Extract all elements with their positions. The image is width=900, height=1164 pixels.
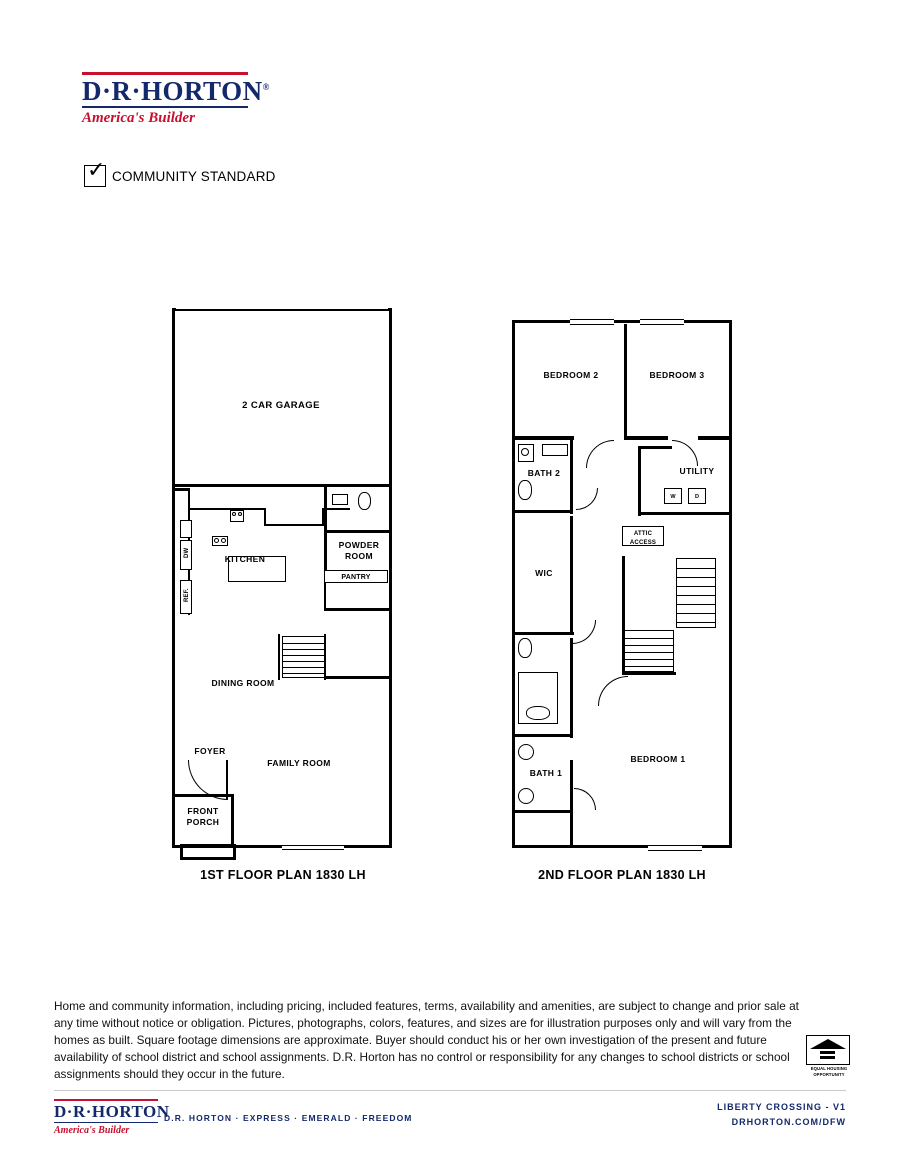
bath1-wall-top [512,632,574,635]
check-icon: ✓ [87,158,106,183]
equal-housing-opportunity-logo [806,1035,852,1078]
logo-top-rule [82,72,248,75]
first-floor-staircase [282,636,326,678]
bedroom2-south-wall [512,436,574,440]
room-label-garage: 2 CAR GARAGE [242,400,320,411]
pantry-wall [324,583,326,611]
refrigerator: REF. [180,580,192,614]
utility-wall-top [638,446,672,449]
footer-website[interactable]: DRHORTON.COM/DFW [731,1117,846,1128]
footer-logo-bottom-rule [54,1122,158,1124]
bath1-sink-2 [518,788,534,804]
second-floor-caption: 2ND FLOOR PLAN 1830 LH [538,868,706,882]
bath1-tub-drain [526,706,550,720]
stairwell-wall-bottom [622,672,676,675]
drhorton-logo [82,72,270,127]
logo-wordmark-text: D·R·HORTON [82,76,263,106]
first-floor-plan [172,308,392,882]
wic-wall-right [570,516,573,634]
room-label-porch: FRONT [187,806,219,816]
hall-wall [324,608,392,611]
room-label-powder: POWDER [338,540,380,550]
logo-trademark: ® [262,82,270,92]
footer-drhorton-logo [54,1099,170,1137]
sink-bowl-icon [214,538,219,543]
footer-logo-tagline: America's Builder [54,1125,130,1137]
kitchen-counter-right [264,524,324,526]
community-standard-label: COMMUNITY STANDARD [112,168,276,184]
room-label-bedroom-3: BEDROOM 3 [649,370,705,380]
eho-roof-shape [810,1039,846,1049]
dryer: D [688,488,706,504]
garage-door-opening [176,307,388,309]
bedroom3-south-wall-a [624,436,668,440]
family-room-divider [324,676,392,679]
room-label-kitchen: KITCHEN [224,554,266,564]
eho-equal-sign [820,1051,835,1054]
second-floor-plan [512,320,732,882]
sink-bowl-icon-2 [221,538,226,543]
cabinet-fixture [180,520,192,538]
bedroom3-window [640,319,684,325]
attic-access-line1: ATTIC [633,531,653,537]
room-label-foyer: FOYER [194,746,226,756]
eho-line-1: EQUAL HOUSING [810,1066,848,1071]
footer-community-info [717,1100,846,1131]
logo-bottom-rule [82,106,248,108]
bath1-wall-bottom [512,734,570,737]
burner-icon [232,512,236,516]
bath1-toilet-a [518,638,532,658]
wic-wall-left [512,516,515,636]
bath2-vanity [542,444,568,456]
stair-wall [278,634,280,680]
eho-house-icon [806,1035,850,1065]
room-label-dining: DINING ROOM [211,678,275,688]
footer-logo-top-rule [54,1099,158,1101]
room-label-powder-2: ROOM [344,551,374,561]
bath1-wall-right-lower [570,760,573,848]
stair-wall-2 [324,634,326,680]
bath1-sink [518,744,534,760]
bedroom1-window [648,845,702,851]
room-label-family: FAMILY ROOM [267,758,331,768]
attic-access-line2: ACCESS [629,540,657,546]
utility-wall-bottom [638,512,732,515]
bath2-wall-bottom [512,510,573,513]
community-standard-checkbox[interactable] [84,158,106,187]
garage-wall [172,484,392,487]
first-floor-caption: 1ST FLOOR PLAN 1830 LH [200,868,366,882]
room-label-bedroom-1: BEDROOM 1 [630,754,686,764]
bath1-wall-right [570,638,573,738]
footer-brand-list: D.R. HORTON · EXPRESS · EMERALD · FREEDOM [164,1113,413,1123]
footer-divider [54,1090,846,1091]
washer: W [664,488,682,504]
utility-wall-left [638,446,641,516]
bedroom3-south-wall-b [698,436,732,440]
room-label-bath-1: BATH 1 [529,768,563,778]
eho-line-2: OPPORTUNITY [813,1072,845,1078]
dishwasher: DW [180,540,192,570]
bedroom2-window [570,319,614,325]
logo-tagline: America's Builder [82,110,195,127]
stairwell-wall [622,556,625,674]
bedroom-divider-wall [624,324,627,440]
powder-sink [332,494,348,505]
room-label-utility: UTILITY [679,466,715,476]
burner-icon-2 [238,512,242,516]
kitchen-counter-top [188,508,266,510]
second-floor-staircase-down [624,630,674,672]
porch-step [180,844,236,860]
attic-access-box [622,526,664,546]
pantry-label: PANTRY [324,570,388,583]
room-label-bath-2: BATH 2 [527,468,561,478]
community-standard-row [84,158,276,187]
second-floor-staircase-up [676,558,716,628]
logo-wordmark [82,76,270,106]
room-label-bedroom-2: BEDROOM 2 [543,370,599,380]
powder-room-wall-bottom [324,530,392,533]
disclaimer-text: Home and community information, including pricing, included features, terms, availability and amenities, are subject to change and prior sale at any time without notice or obligation. Pictures, photographs, colors, features, and sizes are for illustration purposes only and will vary from the homes as built. Square footage dimensions are approximate. Buyer should conduct his or her own investigation of the present and future availability of school district and school assignments. D.R. Horton has no control or responsibility for any changes to school districts or school assignments should they occur in the future. [54,999,799,1082]
bath2-tub-drain [521,448,529,456]
powder-toilet [358,492,371,510]
room-label-wic: WIC [535,568,553,578]
rear-window [282,845,344,850]
bath1-closet-wall [512,810,570,813]
bath2-toilet [518,480,532,500]
footer-logo-wordmark: D·R·HORTON [54,1102,170,1121]
room-label-porch-2: PORCH [186,817,220,827]
footer-community-name: LIBERTY CROSSING - V1 [717,1102,846,1112]
